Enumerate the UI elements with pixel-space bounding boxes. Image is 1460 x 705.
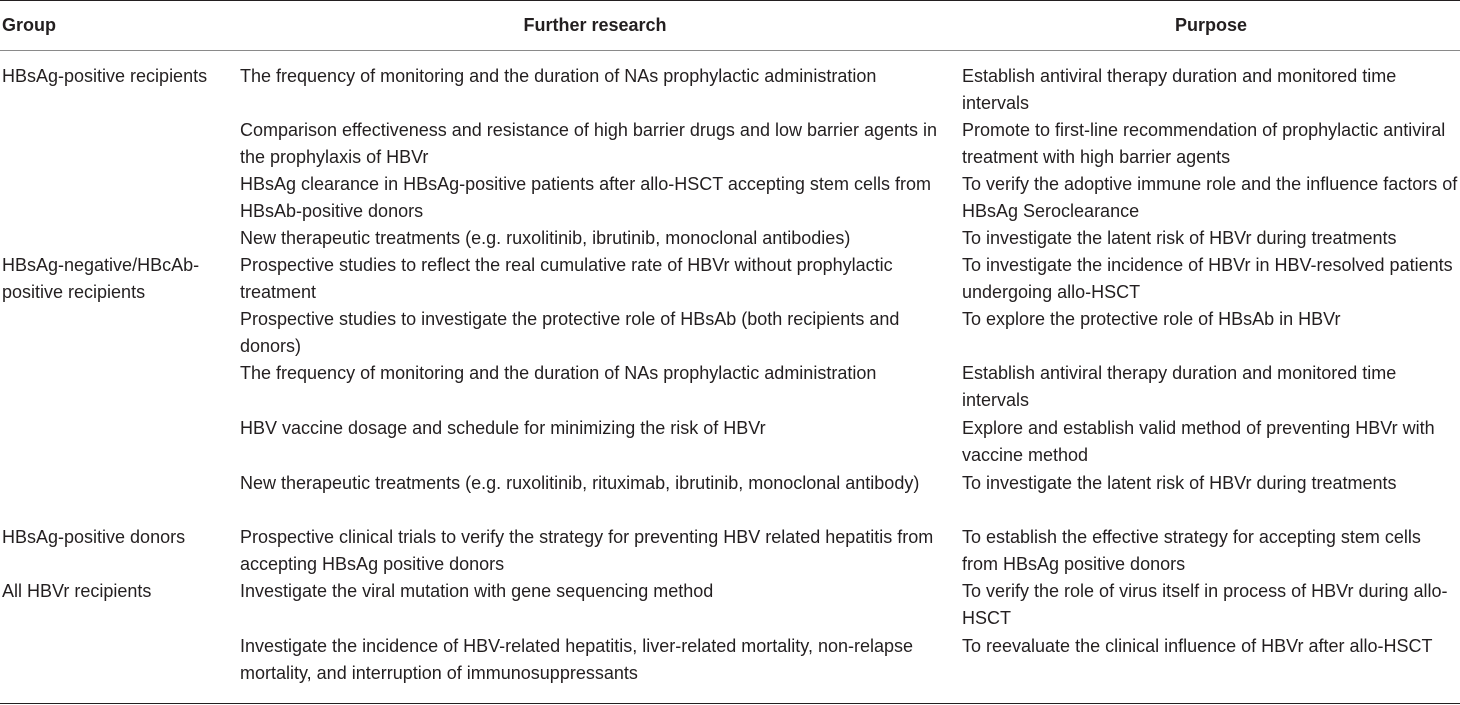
- cell-purpose: To establish the effective strategy for accepting stem cells from HBsAg positive donors: [962, 527, 1421, 574]
- cell-group: HBsAg-positive donors: [2, 527, 186, 547]
- header-purpose: Purpose: [1174, 15, 1248, 35]
- cell-purpose: Promote to first-line recommendation of prophylactic antiviral treatment with high barrier agents: [962, 120, 1446, 167]
- cell-research: Investigate the incidence of HBV-related hepatitis, liver-related mortality, non-relapse mortality, and interruption of immunosuppressants: [240, 636, 914, 683]
- table-row: [0, 470, 1460, 524]
- table-row: [0, 63, 1460, 117]
- table-body: [0, 51, 1460, 687]
- cell-group: [0, 225, 240, 252]
- cell-purpose: Establish antiviral therapy duration and monitored time intervals: [962, 363, 1397, 410]
- table-row: [0, 171, 1460, 225]
- table-row: [0, 524, 1460, 578]
- cell-purpose: Explore and establish valid method of preventing HBVr with vaccine method: [962, 418, 1435, 465]
- table-row: [0, 225, 1460, 252]
- cell-group: [0, 633, 240, 687]
- cell-purpose: To verify the adoptive immune role and the influence factors of HBsAg Seroclearance: [962, 174, 1458, 221]
- cell-group: [0, 171, 240, 225]
- cell-purpose: To explore the protective role of HBsAb in HBVr: [962, 309, 1341, 329]
- cell-research: The frequency of monitoring and the duration of NAs prophylactic administration: [240, 66, 877, 86]
- cell-purpose: To investigate the latent risk of HBVr during treatments: [962, 228, 1397, 248]
- cell-group: HBsAg-positive recipients: [2, 66, 208, 86]
- cell-research: New therapeutic treatments (e.g. ruxolitinib, ibrutinib, monoclonal antibodies): [240, 228, 851, 248]
- cell-research: HBsAg clearance in HBsAg-positive patients after allo-HSCT accepting stem cells from HBsAb-positive donors: [240, 174, 931, 221]
- table-row: [0, 360, 1460, 415]
- cell-research: Comparison effectiveness and resistance of high barrier drugs and low barrier agents in the prophylaxis of HBVr: [240, 120, 938, 167]
- table-row: [0, 578, 1460, 633]
- cell-group: HBsAg-negative/HBcAb-positive recipients: [2, 255, 200, 302]
- cell-group: [0, 306, 240, 360]
- cell-purpose: To investigate the incidence of HBVr in HBV-resolved patients undergoing allo-HSCT: [962, 255, 1453, 302]
- cell-group: [0, 360, 240, 415]
- cell-group: [0, 117, 240, 171]
- cell-research: HBV vaccine dosage and schedule for minimizing the risk of HBVr: [240, 418, 766, 438]
- header-group: Group: [2, 15, 56, 35]
- cell-purpose: Establish antiviral therapy duration and monitored time intervals: [962, 66, 1397, 113]
- cell-research: Investigate the viral mutation with gene sequencing method: [240, 581, 714, 601]
- cell-research: Prospective clinical trials to verify the strategy for preventing HBV related hepatitis from accepting HBsAg positive donors: [240, 527, 934, 574]
- header-further-research: Further research: [523, 15, 667, 35]
- cell-research: New therapeutic treatments (e.g. ruxolitinib, rituximab, ibrutinib, monoclonal antibody): [240, 473, 920, 493]
- cell-research: The frequency of monitoring and the duration of NAs prophylactic administration: [240, 363, 877, 383]
- table-row: [0, 117, 1460, 171]
- table-row: [0, 306, 1460, 360]
- cell-group: [0, 415, 240, 470]
- cell-purpose: To reevaluate the clinical influence of HBVr after allo-HSCT: [962, 636, 1433, 656]
- cell-research: Prospective studies to reflect the real cumulative rate of HBVr without prophylactic treatment: [240, 255, 893, 302]
- cell-research: Prospective studies to investigate the protective role of HBsAb (both recipients and donors): [240, 309, 900, 356]
- cell-group: [0, 470, 240, 524]
- table-header: [0, 1, 1460, 51]
- table-row: [0, 252, 1460, 306]
- cell-purpose: To verify the role of virus itself in process of HBVr during allo-HSCT: [962, 581, 1448, 628]
- cell-purpose: To investigate the latent risk of HBVr during treatments: [962, 473, 1397, 493]
- cell-group: All HBVr recipients: [2, 581, 152, 601]
- table-row: [0, 415, 1460, 470]
- table-row: [0, 633, 1460, 687]
